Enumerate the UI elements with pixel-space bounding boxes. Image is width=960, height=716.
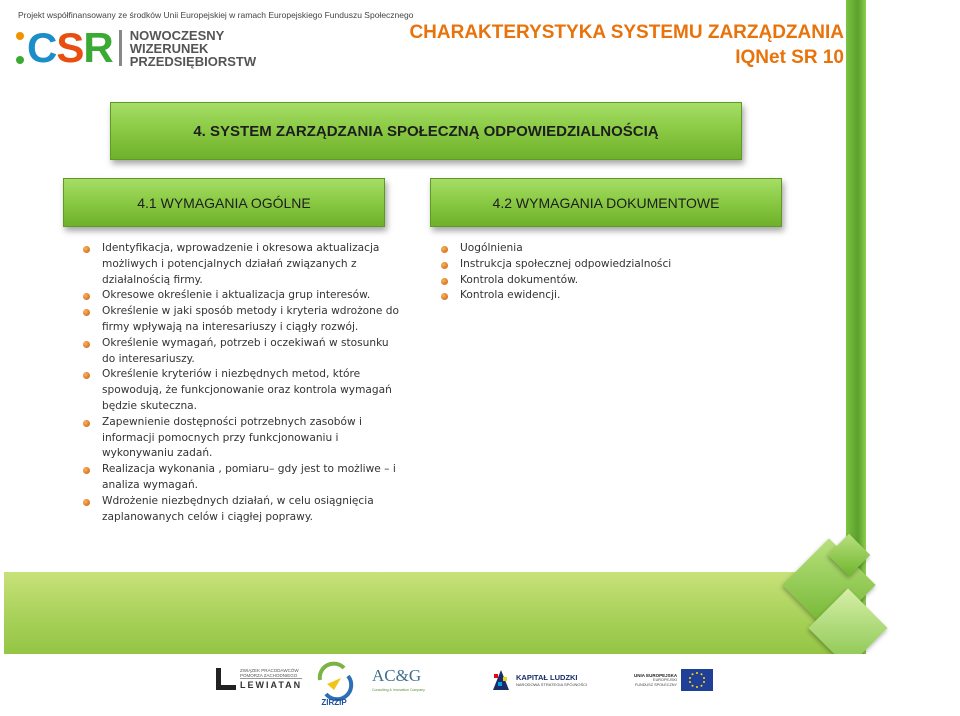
- general-requirements-list: [83, 241, 403, 525]
- list-item: Uogólnienia: [441, 241, 741, 257]
- footer-logos: [0, 654, 960, 716]
- eu-flag-icon: [681, 669, 713, 691]
- bullet-icon: [83, 246, 90, 253]
- bullet-icon: [83, 467, 90, 474]
- logo-words: NOWOCZESNY WIZERUNEK PRZEDSIĘBIORSTW: [129, 27, 257, 69]
- list-item: Kontrola dokumentów.: [441, 273, 741, 289]
- list-item: Wdrożenie niezbędnych działań, w celu osiągnięcia zaplanowanych celów i ciągłej poprawy.: [83, 494, 403, 526]
- bullet-icon: [441, 293, 448, 300]
- section-banner: [110, 102, 742, 160]
- list-item: Określenie kryteriów i niezbędnych metod, które spowodują, że funkcjonowanie oraz kontrola wymagań będzie skuteczna.: [83, 367, 403, 414]
- csr-logo: [16, 26, 256, 70]
- kapital-ludzki-icon: [490, 666, 512, 694]
- green-decorative-band: [4, 572, 846, 654]
- column-heading-document-requirements: 4.2 WYMAGANIA DOKUMENTOWE: [430, 178, 782, 227]
- bullet-icon: [83, 341, 90, 348]
- list-item: Identyfikacja, wprowadzenie i okresowa aktualizacja możliwych i potencjalnych działań związanych z działalnością firmy.: [83, 241, 403, 288]
- bullet-icon: [83, 293, 90, 300]
- list-item: Określenie w jaki sposób metody i kryteria wdrożone do firmy wpływają na interesariuszy i ciągły rozwój.: [83, 304, 403, 336]
- lewiatan-logo: ZWIĄZEK PRACODAWCÓW POMORZA ZACHODNIEGO LEWIATAN: [216, 668, 302, 690]
- logo-divider: [119, 30, 122, 66]
- bullet-icon: [441, 278, 448, 285]
- document-requirements-list: [441, 241, 741, 304]
- zirzip-emblem-icon: [314, 660, 354, 708]
- lewiatan-mark-icon: [216, 668, 236, 690]
- bullet-icon: [83, 372, 90, 379]
- bullet-icon: [441, 262, 448, 269]
- funding-note: Projekt współfinansowany ze środków Unii Europejskiej w ramach Europejskiego Funduszu Społecznego: [18, 10, 414, 20]
- list-item: Określenie wymagań, potrzeb i oczekiwań w stosunku do interesariuszy.: [83, 336, 403, 368]
- logo-dots-icon: [16, 32, 24, 64]
- bullet-icon: [83, 420, 90, 427]
- column-heading-general-requirements: 4.1 WYMAGANIA OGÓLNE: [63, 178, 385, 227]
- eu-logo: UNIA EUROPEJSKA EUROPEJSKI FUNDUSZ SPOŁECZNY: [634, 669, 713, 691]
- bullet-icon: [441, 246, 448, 253]
- zirzip-logo: [314, 660, 354, 708]
- bullet-icon: [83, 309, 90, 316]
- bullet-icon: [83, 499, 90, 506]
- kapital-ludzki-logo: KAPITAŁ LUDZKI NARODOWA STRATEGIA SPÓJNOŚCI: [490, 666, 587, 694]
- list-item: Zapewnienie dostępności potrzebnych zasobów i informacji pomocnych przy funkcjonowaniu i wykonywaniu zadań.: [83, 415, 403, 462]
- page-title-line1: CHARAKTERYSTYKA SYSTEMU ZARZĄDZANIA: [409, 22, 844, 43]
- acg-logo: AC&G Consulting & Innovation Company: [372, 666, 425, 692]
- list-item: Okresowe określenie i aktualizacja grup interesów.: [83, 288, 403, 304]
- zirzip-name: ZIRZIP: [321, 698, 347, 707]
- logo-letters: CSR: [27, 24, 113, 71]
- list-item: Kontrola ewidencji.: [441, 288, 741, 304]
- section-banner-label: 4. SYSTEM ZARZĄDZANIA SPOŁECZNĄ ODPOWIEDZIALNOŚCIĄ: [193, 122, 659, 140]
- page-title: [409, 20, 844, 70]
- list-item: Instrukcja społecznej odpowiedzialności: [441, 257, 741, 273]
- list-item: Realizacja wykonania , pomiaru– gdy jest to możliwe – i analiza wymagań.: [83, 462, 403, 494]
- page-title-line2: IQNet SR 10: [735, 47, 844, 68]
